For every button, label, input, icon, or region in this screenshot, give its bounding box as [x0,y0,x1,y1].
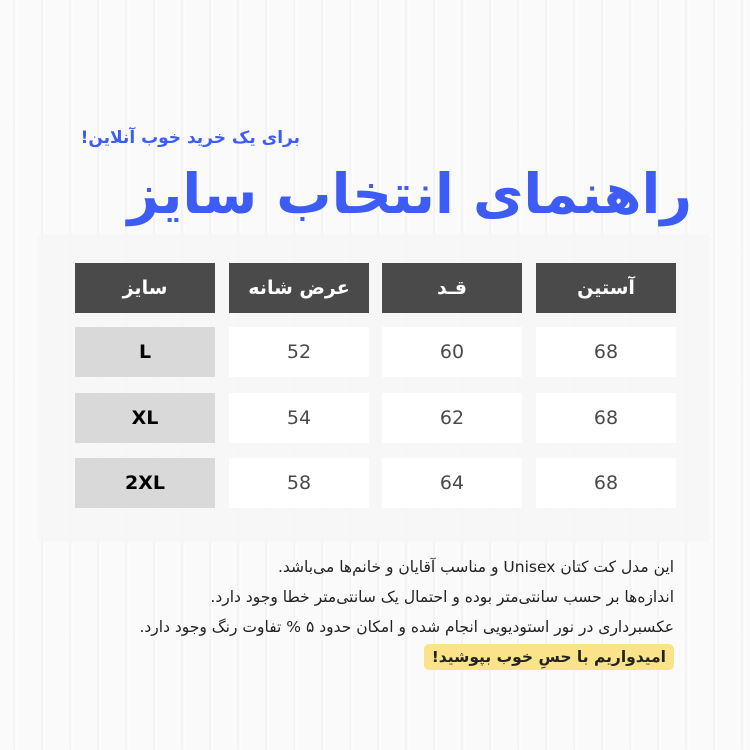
size-label-l: L [75,327,215,377]
value-shoulder-2xl: 58 [229,458,369,508]
note-line: این مدل کت کتان Unisex و مناسب آقایان و خانم‌ها می‌باشد. [277,558,674,576]
value-length-xl: 62 [382,393,522,443]
column-header-sleeve: آستین [536,263,676,313]
column-header-size: سایز [75,263,215,313]
size-label-xl: XL [75,393,215,443]
subtitle: برای یک خرید خوب آنلاین! [80,128,300,148]
notes [34,552,674,672]
value-sleeve-2xl: 68 [536,458,676,508]
note-line: عکسبرداری در نور استودیویی انجام شده و امکان حدود ۵ % تفاوت رنگ وجود دارد. [139,618,674,636]
value-sleeve-xl: 68 [536,393,676,443]
page-title: راهنمای انتخاب سایز [127,162,692,226]
value-length-l: 60 [382,327,522,377]
note-line-closing [34,642,674,672]
column-header-length: قـد [382,263,522,313]
value-length-2xl: 64 [382,458,522,508]
highlighted-message: امیدواریم با حسِ خوب بپوشید! [424,644,674,670]
column-header-shoulder-width: عرض شانه [229,263,369,313]
note-line: اندازه‌ها بر حسب سانتی‌متر بوده و احتمال یک سانتی‌متر خطا وجود دارد. [210,588,674,606]
value-sleeve-l: 68 [536,327,676,377]
value-shoulder-xl: 54 [229,393,369,443]
value-shoulder-l: 52 [229,327,369,377]
size-label-2xl: 2XL [75,458,215,508]
